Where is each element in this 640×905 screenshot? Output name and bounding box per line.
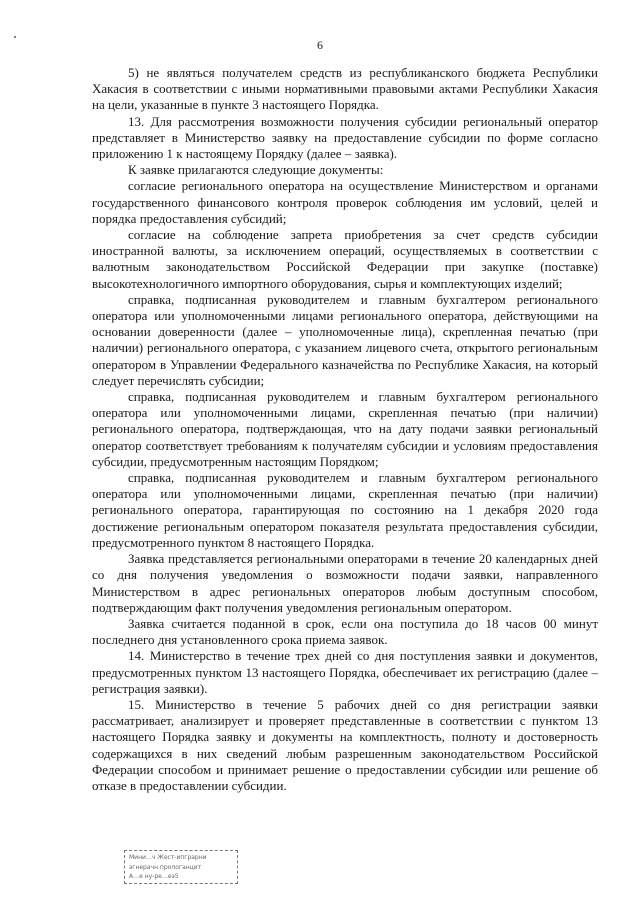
paragraph-9: Заявка представляется региональными операторами в течение 20 календарных дней со дня получения уведомления о возможности подачи заявки, направленного Министерством в адрес региональных операторов любым доступным способом, подтверждающим факт получения уведомления региональным оператором. bbox=[92, 551, 598, 615]
paragraph-2: 13. Для рассмотрения возможности получения субсидии региональный оператор представляет в Министерство заявку на предоставление субсидии по форме согласно приложению 1 к настоящему Порядку (далее – заявка). bbox=[92, 113, 598, 162]
paragraph-5: согласие на соблюдение запрета приобретения за счет средств субсидии иностранной валюты, за исключением операций, осуществляемых в соответствии с валютным законодательством Российской Федерации при закупке (поставке) высокотехнологичного импортного оборудования, сырья и комплектующих изделий; bbox=[92, 227, 598, 291]
page-number: 6 bbox=[317, 38, 323, 52]
paragraph-11: 14. Министерство в течение трех дней со дня поступления заявки и документов, предусмотренных пунктом 13 настоящего Порядка, обеспечивает их регистрацию (далее – регистрация заявки). bbox=[92, 648, 598, 696]
paragraph-10: Заявка считается поданной в срок, если она поступила до 18 часов 00 минут последнего дня установленного срока приема заявок. bbox=[92, 615, 598, 648]
paragraph-3: К заявке прилагаются следующие документы: bbox=[128, 162, 384, 178]
stamp-line-1: Мини…ч Жест-ипграрни bbox=[129, 854, 207, 861]
stamp-line-3: А…е ну-ре…еэ5 bbox=[129, 873, 179, 880]
paragraph-1: 5) не являться получателем средств из республиканского бюджета Республики Хакасия в соответствии с иными нормативными правовыми актами Республики Хакасия на цели, указанные в пункте 3 настоящего Порядка. bbox=[92, 65, 598, 113]
paragraph-12: 15. Министерство в течение 5 рабочих дней со дня регистрации заявки рассматривает, анализирует и проверяет представленные в соответствии с пунктом 13 настоящего Порядка заявку и документы на комплектность, полноту и достоверность содержащихся в них сведений любым разрешенным законодательством Российской Федерации способом и принимает решение о предоставлении субсидии или решение об отказе в предоставлении субсидии. bbox=[92, 696, 598, 793]
paragraph-4: согласие регионального оператора на осуществление Министерством и органами государственного финансового контроля проверок соблюдения им условий, целей и порядка предоставления субсидий; bbox=[92, 178, 598, 226]
paragraph-6: справка, подписанная руководителем и главным бухгалтером регионального оператора или уполномоченными лицами регионального оператора, действующими на основании доверенности (далее – уполномоченные лица), скрепленная печатью (при наличии) регионального оператора, с указанием лицевого счета, открытого региональным оператором в Управлении Федерального казначейства по Республике Хакасия, на который следует перечислять субсидии; bbox=[92, 291, 598, 388]
document-body bbox=[92, 65, 598, 794]
stamp-line-2: эгнерачн пропоганцит bbox=[129, 863, 202, 871]
paragraph-7: справка, подписанная руководителем и главным бухгалтером регионального оператора или уполномоченными лицами, скрепленная печатью (при наличии) регионального оператора, подтверждающая, что на дату подачи заявки региональный оператор соответствует требованиям к получателям субсидии и условиям предоставления субсидии, предусмотренным настоящим Порядком; bbox=[92, 389, 598, 469]
registration-stamp bbox=[124, 850, 238, 884]
paragraph-8: справка, подписанная руководителем и главным бухгалтером регионального оператора или уполномоченными лицами, скрепленная печатью (при наличии) регионального оператора, гарантирующая по состоянию на 1 декабря 2020 года достижение региональным оператором показателя результата предоставления субсидии, предусмотренного пунктом 8 настоящего Порядка. bbox=[92, 470, 598, 550]
